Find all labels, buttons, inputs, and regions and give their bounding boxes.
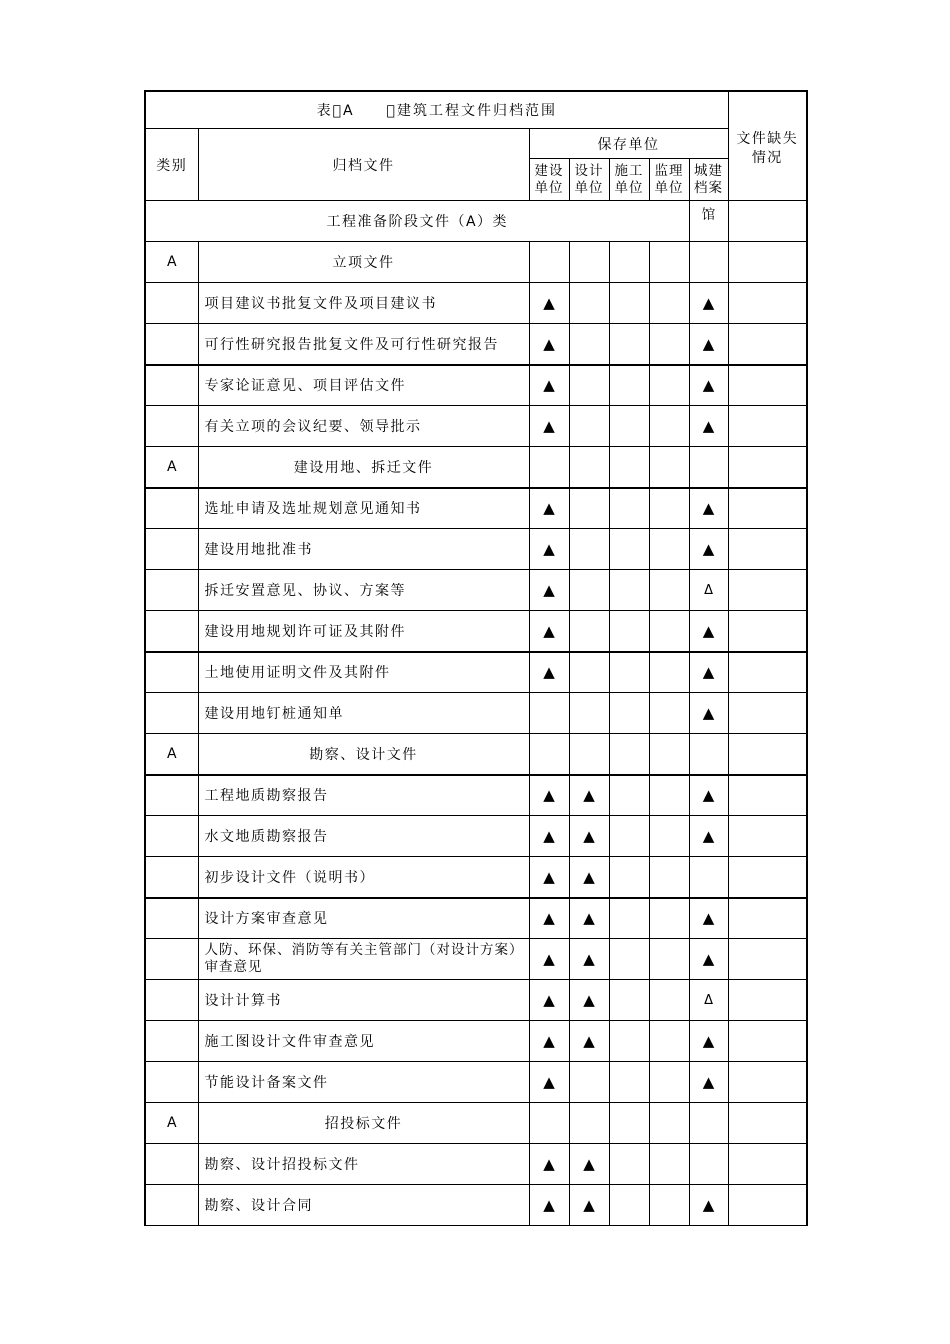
mark-supervision — [649, 939, 689, 980]
table-row — [145, 652, 807, 693]
mark-design: ▲ — [569, 775, 609, 816]
mark-archive: ▲ — [689, 324, 728, 365]
unit-header-design: 设计单位 — [569, 159, 609, 201]
file-name-cell: 土地使用证明文件及其附件 — [198, 652, 529, 693]
mark-supervision — [649, 488, 689, 529]
table-row — [145, 406, 807, 447]
mark-design — [569, 283, 609, 324]
mark-design: ▲ — [569, 939, 609, 980]
mark-archive: ▲ — [689, 775, 728, 816]
mark-supervision — [649, 529, 689, 570]
file-name-cell: 建设用地钉桩通知单 — [198, 693, 529, 734]
mark-archive: ▲ — [689, 652, 728, 693]
missing-cell — [728, 242, 807, 283]
mark-builder — [609, 488, 649, 529]
mark-builder — [609, 365, 649, 406]
table-row — [145, 693, 807, 734]
group-row — [145, 1103, 807, 1144]
mark-construction — [529, 447, 569, 488]
mark-construction: ▲ — [529, 857, 569, 898]
table-row — [145, 488, 807, 529]
file-name-cell: 有关立项的会议纪要、领导批示 — [198, 406, 529, 447]
mark-builder — [609, 734, 649, 775]
missing-cell — [728, 693, 807, 734]
group-title-cell: 勘察、设计文件 — [198, 734, 529, 775]
mark-archive: Δ — [689, 980, 728, 1021]
file-name-cell: 设计计算书 — [198, 980, 529, 1021]
mark-archive: ▲ — [689, 283, 728, 324]
missing-cell — [728, 447, 807, 488]
table-row — [145, 816, 807, 857]
category-column-header: 类别 — [145, 129, 198, 201]
category-cell: A — [145, 1103, 198, 1144]
category-cell — [145, 611, 198, 652]
retention-unit-header: 保存单位 — [529, 129, 728, 159]
mark-construction: ▲ — [529, 1185, 569, 1226]
group-row — [145, 242, 807, 283]
mark-builder — [609, 1021, 649, 1062]
mark-supervision — [649, 1185, 689, 1226]
category-cell — [145, 283, 198, 324]
group-row — [145, 734, 807, 775]
missing-cell — [728, 980, 807, 1021]
mark-construction: ▲ — [529, 898, 569, 939]
unit-header-construction: 建设单位 — [529, 159, 569, 201]
mark-design — [569, 406, 609, 447]
mark-construction: ▲ — [529, 570, 569, 611]
table-row — [145, 898, 807, 939]
file-column-header: 归档文件 — [198, 129, 529, 201]
mark-construction — [529, 734, 569, 775]
mark-archive — [689, 734, 728, 775]
mark-archive — [689, 447, 728, 488]
mark-builder — [609, 447, 649, 488]
mark-archive: ▲ — [689, 406, 728, 447]
mark-design — [569, 693, 609, 734]
mark-builder — [609, 775, 649, 816]
unit-header-supervision: 监理单位 — [649, 159, 689, 201]
mark-builder — [609, 1103, 649, 1144]
category-cell — [145, 939, 198, 980]
category-cell — [145, 693, 198, 734]
file-name-cell: 工程地质勘察报告 — [198, 775, 529, 816]
mark-archive: ▲ — [689, 939, 728, 980]
mark-supervision — [649, 242, 689, 283]
category-cell — [145, 857, 198, 898]
mark-builder — [609, 529, 649, 570]
file-name-cell: 选址申请及选址规划意见通知书 — [198, 488, 529, 529]
table-row — [145, 570, 807, 611]
category-cell: A — [145, 242, 198, 283]
mark-design — [569, 652, 609, 693]
mark-builder — [609, 324, 649, 365]
mark-supervision — [649, 611, 689, 652]
file-name-cell: 建设用地规划许可证及其附件 — [198, 611, 529, 652]
mark-builder — [609, 611, 649, 652]
category-cell — [145, 898, 198, 939]
mark-supervision — [649, 775, 689, 816]
file-name-cell: 初步设计文件（说明书） — [198, 857, 529, 898]
mark-builder — [609, 939, 649, 980]
mark-construction: ▲ — [529, 652, 569, 693]
mark-design — [569, 1062, 609, 1103]
mark-design: ▲ — [569, 1144, 609, 1185]
group-row — [145, 447, 807, 488]
missing-cell — [728, 1185, 807, 1226]
mark-supervision — [649, 980, 689, 1021]
table-row — [145, 283, 807, 324]
missing-cell — [728, 898, 807, 939]
mark-design — [569, 1103, 609, 1144]
mark-supervision — [649, 652, 689, 693]
mark-supervision — [649, 365, 689, 406]
mark-builder — [609, 1062, 649, 1103]
table-row — [145, 611, 807, 652]
missing-cell — [728, 283, 807, 324]
mark-design: ▲ — [569, 898, 609, 939]
file-name-cell: 专家论证意见、项目评估文件 — [198, 365, 529, 406]
missing-cell — [728, 1062, 807, 1103]
mark-builder — [609, 857, 649, 898]
mark-archive: ▲ — [689, 529, 728, 570]
mark-design: ▲ — [569, 980, 609, 1021]
category-cell — [145, 1021, 198, 1062]
mark-construction — [529, 1103, 569, 1144]
unit-header-builder: 施工单位 — [609, 159, 649, 201]
category-cell — [145, 775, 198, 816]
category-cell — [145, 488, 198, 529]
category-cell — [145, 1144, 198, 1185]
missing-cell — [728, 324, 807, 365]
missing-cell — [728, 406, 807, 447]
mark-construction — [529, 242, 569, 283]
mark-archive — [689, 242, 728, 283]
table-row — [145, 775, 807, 816]
mark-builder — [609, 406, 649, 447]
mark-builder — [609, 652, 649, 693]
missing-cell — [728, 857, 807, 898]
table-row — [145, 1144, 807, 1185]
mark-archive — [689, 1144, 728, 1185]
mark-construction: ▲ — [529, 283, 569, 324]
mark-design: ▲ — [569, 857, 609, 898]
mark-design: ▲ — [569, 1021, 609, 1062]
section-title: 工程准备阶段文件（A）类 — [145, 201, 689, 242]
mark-supervision — [649, 1021, 689, 1062]
mark-construction: ▲ — [529, 365, 569, 406]
file-name-cell: 人防、环保、消防等有关主管部门（对设计方案）审查意见 — [198, 939, 529, 980]
mark-supervision — [649, 447, 689, 488]
category-cell — [145, 1062, 198, 1103]
mark-archive: ▲ — [689, 1021, 728, 1062]
category-cell — [145, 365, 198, 406]
mark-design — [569, 529, 609, 570]
mark-supervision — [649, 1062, 689, 1103]
archive-scope-table — [144, 90, 808, 1226]
mark-builder — [609, 283, 649, 324]
mark-design: ▲ — [569, 1185, 609, 1226]
unit-header-archive-overflow: 馆 — [689, 201, 728, 242]
table-row — [145, 980, 807, 1021]
mark-builder — [609, 898, 649, 939]
mark-builder — [609, 693, 649, 734]
file-name-cell: 勘察、设计合同 — [198, 1185, 529, 1226]
mark-supervision — [649, 857, 689, 898]
category-cell: A — [145, 447, 198, 488]
mark-design — [569, 242, 609, 283]
mark-construction: ▲ — [529, 816, 569, 857]
missing-cell — [728, 734, 807, 775]
mark-construction: ▲ — [529, 529, 569, 570]
mark-design — [569, 324, 609, 365]
section-missing-cell — [728, 201, 807, 242]
table-row — [145, 939, 807, 980]
mark-supervision — [649, 283, 689, 324]
mark-design: ▲ — [569, 816, 609, 857]
file-name-cell: 节能设计备案文件 — [198, 1062, 529, 1103]
file-name-cell: 勘察、设计招投标文件 — [198, 1144, 529, 1185]
mark-archive: ▲ — [689, 898, 728, 939]
missing-cell — [728, 939, 807, 980]
missing-cell — [728, 1103, 807, 1144]
mark-construction: ▲ — [529, 775, 569, 816]
mark-construction: ▲ — [529, 1062, 569, 1103]
mark-design — [569, 570, 609, 611]
missing-cell — [728, 816, 807, 857]
mark-design — [569, 734, 609, 775]
category-cell — [145, 1185, 198, 1226]
unit-header-archive: 城建档案 — [689, 159, 728, 201]
missing-cell — [728, 652, 807, 693]
mark-supervision — [649, 324, 689, 365]
mark-construction: ▲ — [529, 980, 569, 1021]
mark-archive: Δ — [689, 570, 728, 611]
mark-construction: ▲ — [529, 611, 569, 652]
mark-supervision — [649, 734, 689, 775]
missing-cell — [728, 775, 807, 816]
mark-construction: ▲ — [529, 324, 569, 365]
mark-supervision — [649, 1103, 689, 1144]
file-name-cell: 水文地质勘察报告 — [198, 816, 529, 857]
missing-column-header — [728, 91, 807, 201]
mark-archive — [689, 857, 728, 898]
missing-column-label: 文件缺失情况 — [736, 131, 799, 166]
table-row — [145, 365, 807, 406]
mark-design — [569, 611, 609, 652]
mark-builder — [609, 1185, 649, 1226]
table-title: 表 A  建筑工程文件归档范围 — [145, 91, 728, 129]
file-name-cell: 建设用地批准书 — [198, 529, 529, 570]
file-name-cell: 设计方案审查意见 — [198, 898, 529, 939]
mark-supervision — [649, 898, 689, 939]
mark-construction: ▲ — [529, 406, 569, 447]
table-row — [145, 324, 807, 365]
mark-builder — [609, 242, 649, 283]
missing-cell — [728, 365, 807, 406]
mark-archive: ▲ — [689, 365, 728, 406]
mark-design — [569, 365, 609, 406]
table-row — [145, 1021, 807, 1062]
mark-construction: ▲ — [529, 1144, 569, 1185]
missing-cell — [728, 570, 807, 611]
mark-construction: ▲ — [529, 939, 569, 980]
mark-archive: ▲ — [689, 693, 728, 734]
mark-builder — [609, 1144, 649, 1185]
file-name-cell: 施工图设计文件审查意见 — [198, 1021, 529, 1062]
mark-construction: ▲ — [529, 488, 569, 529]
group-title-cell: 立项文件 — [198, 242, 529, 283]
mark-archive: ▲ — [689, 611, 728, 652]
table-row — [145, 529, 807, 570]
mark-supervision — [649, 406, 689, 447]
table-row — [145, 1185, 807, 1226]
category-cell — [145, 816, 198, 857]
category-cell — [145, 652, 198, 693]
mark-supervision — [649, 693, 689, 734]
table-row — [145, 857, 807, 898]
group-title-cell: 建设用地、拆迁文件 — [198, 447, 529, 488]
missing-cell — [728, 1021, 807, 1062]
mark-archive: ▲ — [689, 488, 728, 529]
group-title-cell: 招投标文件 — [198, 1103, 529, 1144]
mark-builder — [609, 980, 649, 1021]
table-row — [145, 1062, 807, 1103]
mark-supervision — [649, 1144, 689, 1185]
mark-archive: ▲ — [689, 816, 728, 857]
mark-builder — [609, 570, 649, 611]
category-cell — [145, 570, 198, 611]
mark-builder — [609, 816, 649, 857]
mark-supervision — [649, 816, 689, 857]
missing-cell — [728, 488, 807, 529]
category-cell: A — [145, 734, 198, 775]
file-name-cell: 项目建议书批复文件及项目建议书 — [198, 283, 529, 324]
category-cell — [145, 529, 198, 570]
category-cell — [145, 980, 198, 1021]
file-name-cell: 可行性研究报告批复文件及可行性研究报告 — [198, 324, 529, 365]
category-cell — [145, 406, 198, 447]
mark-archive — [689, 1103, 728, 1144]
missing-cell — [728, 1144, 807, 1185]
mark-design — [569, 447, 609, 488]
mark-supervision — [649, 570, 689, 611]
mark-construction — [529, 693, 569, 734]
mark-design — [569, 488, 609, 529]
missing-cell — [728, 529, 807, 570]
file-name-cell: 拆迁安置意见、协议、方案等 — [198, 570, 529, 611]
mark-archive: ▲ — [689, 1185, 728, 1226]
mark-construction: ▲ — [529, 1021, 569, 1062]
category-cell — [145, 324, 198, 365]
missing-cell — [728, 611, 807, 652]
mark-archive: ▲ — [689, 1062, 728, 1103]
